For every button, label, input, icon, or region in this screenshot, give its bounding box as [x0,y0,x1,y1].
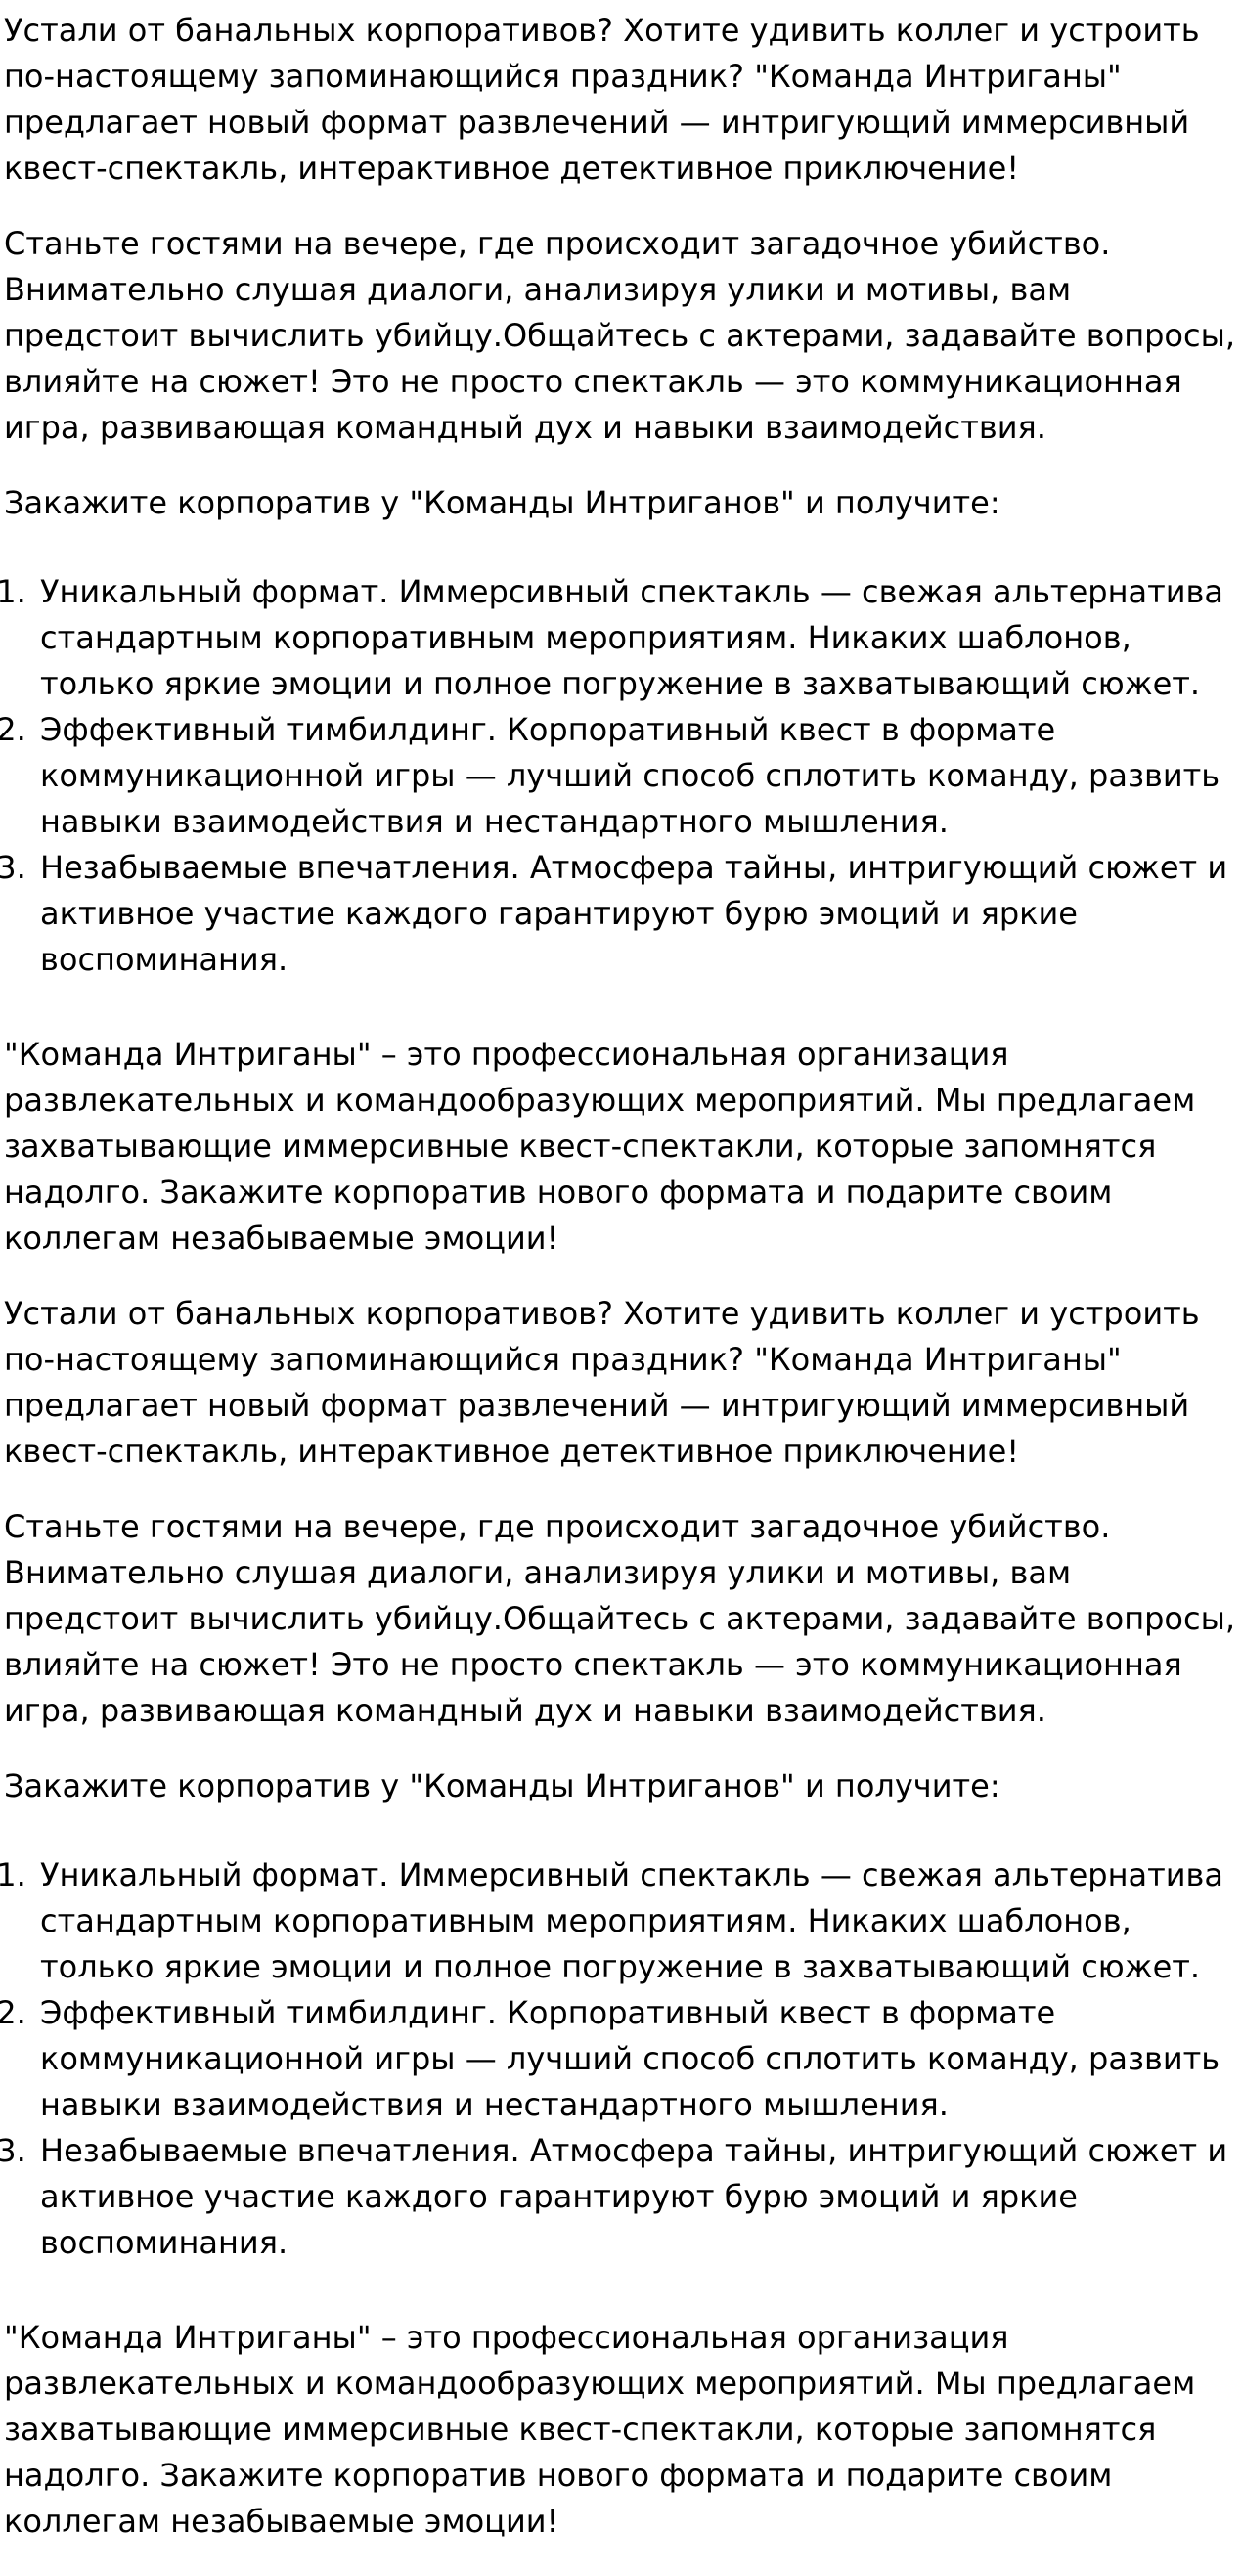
list-item: 1. Уникальный формат. Иммерсивный спектакль — свежая альтернатива стандартным корпоративным мероприятиям. Никаких шаблонов, только яркие эмоции и полное погружение в захватывающий сюжет. [36,569,1238,707]
offer-lead-paragraph: Закажите корпоратив у "Команды Интриганов" и получите: [4,484,1000,521]
intro-paragraph: Устали от банальных корпоративов? Хотите удивить коллег и устроить по-настоящему запоминающийся праздник? "Команда Интриганы" предлагает новый формат развлечений — интригующий иммерсивный квест-спектакль, интерактивное детективное приключение! [4,12,1200,187]
list-item: 2. Эффективный тимбилдинг. Корпоративный квест в формате коммуникационной игры — лучший способ сплотить команду, развить навыки взаимодействия и нестандартного мышления. [36,707,1238,845]
experience-paragraph: Станьте гостями на вечере, где происходит загадочное убийство. Внимательно слушая диалоги, анализируя улики и мотивы, вам предстоит вычислить убийцу.Общайтесь с актерами, задавайте вопросы, влияйте на сюжет! Это не просто спектакль — это коммуникационная игра, развивающая командный дух и навыки взаимодействия. [4,1508,1236,1729]
intro-paragraph: Устали от банальных корпоративов? Хотите удивить коллег и устроить по-настоящему запоминающийся праздник? "Команда Интриганы" предлагает новый формат развлечений — интригующий иммерсивный квест-спектакль, интерактивное детективное приключение! [4,1295,1200,1470]
list-item: 3. Незабываемые впечатления. Атмосфера тайны, интригующий сюжет и активное участие каждого гарантируют бурю эмоций и яркие воспоминания. [36,2128,1238,2266]
list-item: 2. Эффективный тимбилдинг. Корпоративный квест в формате коммуникационной игры — лучший способ сплотить команду, развить навыки взаимодействия и нестандартного мышления. [36,1990,1238,2128]
outro-paragraph: "Команда Интриганы" – это профессиональная организация развлекательных и командообразующих мероприятий. Мы предлагаем захватывающие иммерсивные квест-спектакли, которые запомнятся надолго. Закажите корпоратив нового формата и подарите своим коллегам незабываемые эмоции! [4,2319,1196,2540]
offer-lead-paragraph: Закажите корпоратив у "Команды Интриганов" и получите: [4,1767,1000,1804]
outro-paragraph: "Команда Интриганы" – это профессиональная организация развлекательных и командообразующих мероприятий. Мы предлагаем захватывающие иммерсивные квест-спектакли, которые запомнятся надолго. Закажите корпоратив нового формата и подарите своим коллегам незабываемые эмоции! [4,1036,1196,1257]
text-block-second [4,1291,1238,2545]
text-block-first [4,8,1238,1262]
benefits-list [4,569,1238,983]
experience-paragraph: Станьте гостями на вечере, где происходит загадочное убийство. Внимательно слушая диалоги, анализируя улики и мотивы, вам предстоит вычислить убийцу.Общайтесь с актерами, задавайте вопросы, влияйте на сюжет! Это не просто спектакль — это коммуникационная игра, развивающая командный дух и навыки взаимодействия. [4,225,1236,446]
list-item: 3. Незабываемые впечатления. Атмосфера тайны, интригующий сюжет и активное участие каждого гарантируют бурю эмоций и яркие воспоминания. [36,845,1238,983]
list-item: 1. Уникальный формат. Иммерсивный спектакль — свежая альтернатива стандартным корпоративным мероприятиям. Никаких шаблонов, только яркие эмоции и полное погружение в захватывающий сюжет. [36,1852,1238,1990]
benefits-list [4,1852,1238,2266]
